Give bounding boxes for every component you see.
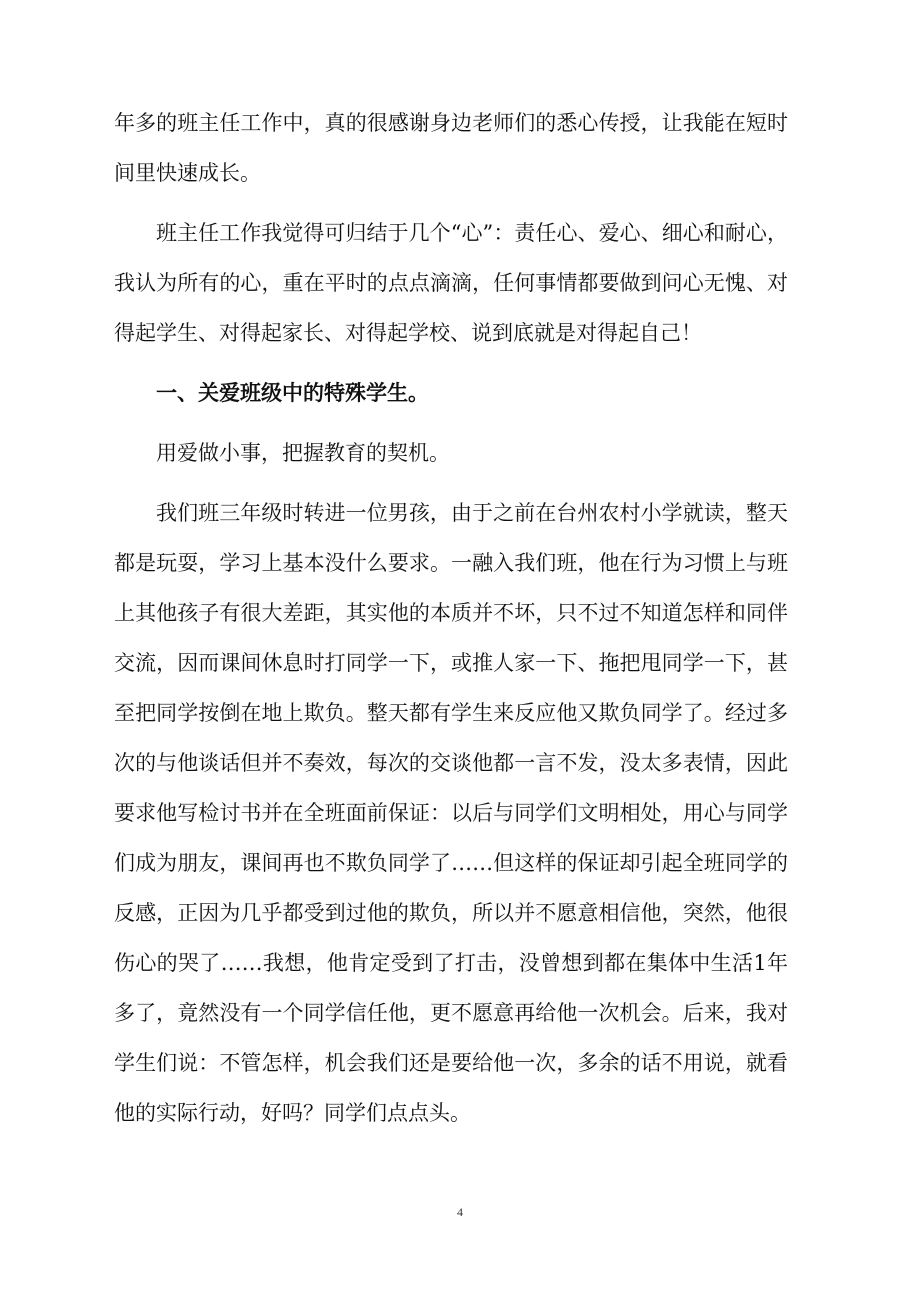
paragraph-subtitle: 用爱做小事，把握教育的契机。: [156, 441, 450, 465]
section-heading: 一、关爱班级中的特殊学生。: [156, 380, 429, 405]
paragraph-continuation: 年多的班主任工作中，真的很感谢身边老师们的悉心传授，让我能在短时间里快速成长。: [114, 111, 788, 185]
document-body: [114, 98, 788, 1138]
paragraph-story: 我们班三年级时转进一位男孩，由于之前在台州农村小学就读，整天都是玩耍，学习上基本没什么要求。一融入我们班，他在行为习惯上与班上其他孩子有很大差距，其实他的本质并不坏，只不过不知道怎样和同伴交流，因而课间休息时打同学一下，或推人家一下、拖把甩同学一下，甚至把同学按倒在地上欺负。整天都有学生来反应他又欺负同学了。经过多次的与他谈话但并不奏效，每次的交谈他都一言不发，没太多表情，因此要求他写检讨书并在全班面前保证：以后与同学们文明相处，用心与同学们成为朋友，课间再也不欺负同学了……但这样的保证却引起全班同学的反感，正因为几乎都受到过他的欺负，所以并不愿意相信他，突然，他很伤心的哭了……我想，他肯定受到了打击，没曾想到都在集体中生活1年多了，竟然没有一个同学信任他，更不愿意再给他一次机会。后来，我对学生们说：不管怎样，机会我们还是要给他一次，多余的话不用说，就看他的实际行动，好吗？同学们点点头。: [114, 501, 788, 1125]
paragraph-heart-summary: 班主任工作我觉得可归结于几个“心”：责任心、爱心、细心和耐心，我认为所有的心，重在平时的点点滴滴，任何事情都要做到问心无愧、对得起学生、对得起家长、对得起学校、说到底就是对得起自己！: [114, 221, 788, 345]
page-number: 4: [457, 1205, 463, 1219]
